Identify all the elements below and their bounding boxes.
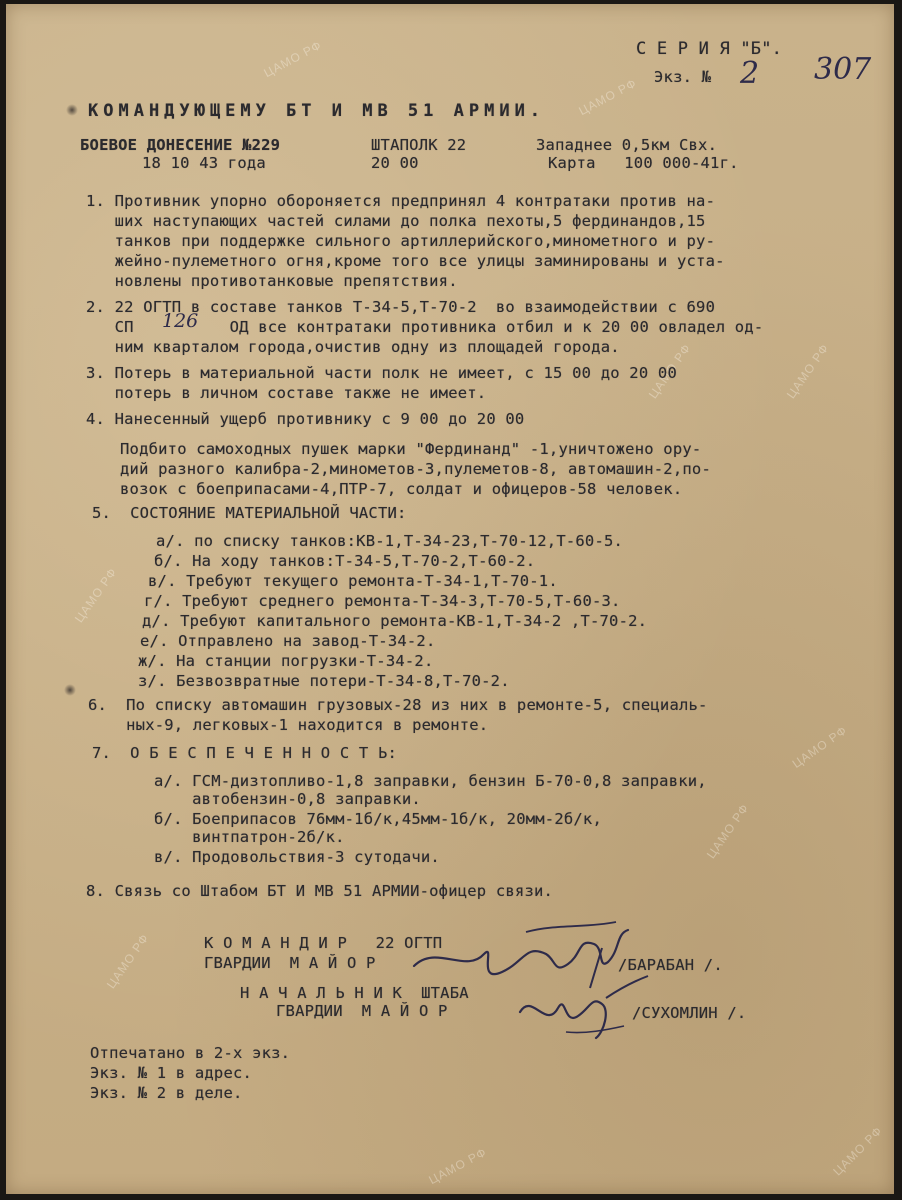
hole-punch-mark: [66, 104, 78, 116]
footer-line: Экз. № 1 в адрес.: [90, 1064, 253, 1082]
section-4-line: дий разного калибра-2,минометов-3,пулеметов-8, автомашин-2,по-: [120, 460, 711, 478]
footer-line: Отпечатано в 2-х экз.: [90, 1044, 291, 1062]
watermark: ЦАМО РФ: [71, 564, 120, 626]
section-6-line: 6. По списку автомашин грузовых-28 из них в ремонте-5, специаль-: [88, 696, 708, 714]
hole-punch-mark: [64, 684, 76, 696]
copy-label: Экз. №: [654, 68, 712, 86]
section-5-item: з/. Безвозвратные потери-Т-34-8,Т-70-2.: [138, 672, 510, 690]
map-reference: Карта 100 000-41г.: [548, 154, 739, 172]
section-2-line: 2. 22 ОГТП в составе танков Т-34-5,Т-70-2 во взаимодействии с 690: [86, 298, 716, 316]
section-1-line: 1. Противник упорно обороняется предпринял 4 контратаки против на-: [86, 192, 716, 210]
document-page: [6, 4, 894, 1194]
commander-name: /БАРАБАН /.: [618, 956, 723, 974]
archive-number-handwritten: 307: [814, 52, 872, 87]
section-1-line: жейно-пулеметного огня,кроме того все улицы заминированы и уста-: [86, 252, 725, 270]
chief-of-staff-signature: [506, 972, 656, 1042]
handwritten-unit-number: 126: [162, 310, 199, 332]
section-2-line: ним кварталом города,очистив одну из площадей города.: [86, 338, 620, 356]
section-2-line: СП: [86, 318, 134, 336]
section-5-heading: 5. СОСТОЯНИЕ МАТЕРИАЛЬНОЙ ЧАСТИ:: [92, 504, 407, 522]
section-5-item: г/. Требуют среднего ремонта-Т-34-3,Т-70-5,Т-60-3.: [144, 592, 621, 610]
watermark: ЦАМО РФ: [261, 37, 325, 81]
footer-line: Экз. № 2 в деле.: [90, 1084, 243, 1102]
section-4-heading: 4. Нанесенный ущерб противнику с 9 00 до 20 00: [86, 410, 525, 428]
copy-number-handwritten: 2: [740, 56, 760, 91]
commander-title: К О М А Н Д И Р 22 ОГТП: [204, 934, 443, 952]
section-4-line: возок с боеприпасами-4,ПТР-7, солдат и офицеров-58 человек.: [120, 480, 683, 498]
section-7-item: винтпатрон-2б/к.: [154, 828, 345, 846]
commander-rank: ГВАРДИИ М А Й О Р: [204, 954, 376, 972]
section-1-line: танков при поддержке сильного артиллерийского,минометного и ру-: [86, 232, 716, 250]
position: Западнее 0,5км Свх.: [536, 136, 718, 154]
section-3-line: потерь в личном составе также не имеет.: [86, 384, 487, 402]
hq-location: ШТАПОЛК 22: [371, 136, 467, 154]
watermark: ЦАМО РФ: [703, 800, 752, 862]
section-6-line: ных-9, легковых-1 находится в ремонте.: [88, 716, 489, 734]
watermark: ЦАМО РФ: [576, 75, 640, 119]
section-5-item: е/. Отправлено на завод-Т-34-2.: [140, 632, 436, 650]
section-7-item: а/. ГСМ-дизтопливо-1,8 заправки, бензин Б-70-0,8 заправки,: [154, 772, 707, 790]
watermark: ЦАМО РФ: [789, 723, 850, 771]
section-8-line: 8. Связь со Штабом БТ И МВ 51 АРМИИ-офицер связи.: [86, 882, 554, 900]
report-title: БОЕВОЕ ДОНЕСЕНИЕ №229: [80, 136, 281, 154]
series-label: С Е Р И Я "Б".: [636, 39, 783, 59]
section-7-item: автобензин-0,8 заправки.: [154, 790, 421, 808]
watermark: ЦАМО РФ: [783, 340, 832, 402]
addressee: КОМАНДУЮЩЕМУ БТ И МВ 51 АРМИИ.: [88, 101, 546, 121]
watermark: ЦАМО РФ: [103, 930, 152, 992]
watermark: ЦАМО РФ: [830, 1123, 886, 1179]
section-2-line: ОД все контратаки противника отбил и к 20 00 овладел од-: [201, 318, 764, 336]
watermark: ЦАМО РФ: [645, 340, 694, 402]
section-4-line: Подбито самоходных пушек марки "Фердинанд" -1,уничтожено ору-: [120, 440, 702, 458]
section-7-item: б/. Боеприпасов 76мм-1б/к,45мм-1б/к, 20мм-2б/к,: [154, 810, 602, 828]
section-5-item: б/. На ходу танков:Т-34-5,Т-70-2,Т-60-2.: [154, 552, 536, 570]
section-7-heading: 7. О Б Е С П Е Ч Е Н Н О С Т Ь:: [92, 744, 398, 762]
report-date: 18 10 43 года: [142, 154, 266, 172]
section-5-item: а/. по списку танков:КВ-1,Т-34-23,Т-70-12,Т-60-5.: [156, 532, 624, 550]
section-3-line: 3. Потерь в материальной части полк не имеет, с 15 00 до 20 00: [86, 364, 677, 382]
section-7-item: в/. Продовольствия-3 сутодачи.: [154, 848, 440, 866]
watermark: ЦАМО РФ: [426, 1144, 490, 1188]
chief-of-staff-rank: ГВАРДИИ М А Й О Р: [276, 1002, 448, 1020]
section-1-line: новлены противотанковые препятствия.: [86, 272, 458, 290]
chief-of-staff-name: /СУХОМЛИН /.: [632, 1004, 747, 1022]
section-1-line: ших наступающих частей силами до полка пехоты,5 фердинандов,15: [86, 212, 706, 230]
report-time: 20 00: [371, 154, 419, 172]
section-5-item: д/. Требуют капитального ремонта-КВ-1,Т-34-2 ,Т-70-2.: [142, 612, 648, 630]
section-5-item: в/. Требуют текущего ремонта-Т-34-1,Т-70-1.: [148, 572, 558, 590]
chief-of-staff-title: Н А Ч А Л Ь Н И К ШТАБА: [240, 984, 469, 1002]
section-5-item: ж/. На станции погрузки-Т-34-2.: [138, 652, 434, 670]
